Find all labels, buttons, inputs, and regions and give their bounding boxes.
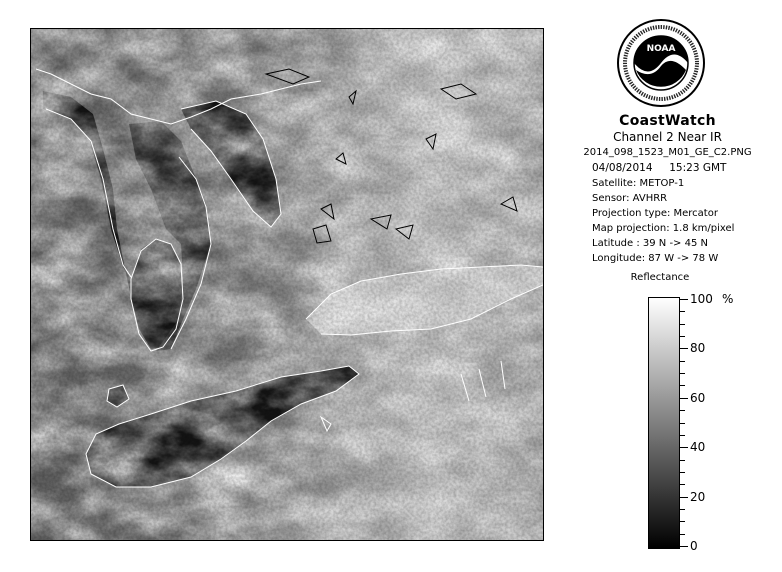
colorbar-minor-tick xyxy=(680,361,685,362)
colorbar-minor-tick xyxy=(680,410,685,411)
satellite-image xyxy=(30,28,544,541)
colorbar-major-tick xyxy=(680,398,688,399)
colorbar-minor-tick xyxy=(680,435,685,436)
channel-label: Channel 2 Near IR xyxy=(613,130,722,144)
product-title: CoastWatch xyxy=(619,113,716,129)
colorbar-tick-label: 100 xyxy=(690,292,713,306)
colorbar-major-tick xyxy=(680,299,688,300)
colorbar-tick-label: 80 xyxy=(690,341,706,355)
colorbar-minor-tick xyxy=(680,373,685,374)
time-value: 15:23 GMT xyxy=(669,162,727,174)
colorbar-major-tick xyxy=(680,348,688,349)
colorbar-minor-tick xyxy=(680,324,685,325)
map-projection-label: Map projection: 1.8 km/pixel xyxy=(592,223,735,234)
logo-text: NOAA xyxy=(646,44,676,54)
colorbar-minor-tick xyxy=(680,521,685,522)
longitude-label: Longitude: 87 W -> 78 W xyxy=(592,253,719,264)
colorbar-tick-label: 0 xyxy=(690,539,698,553)
colorbar-minor-tick xyxy=(680,534,685,535)
date-value: 04/08/2014 xyxy=(592,162,653,174)
legend-unit: % xyxy=(722,292,734,306)
colorbar-tick-label: 60 xyxy=(690,391,706,405)
sensor-label: Sensor: AVHRR xyxy=(592,193,668,204)
colorbar-major-tick xyxy=(680,447,688,448)
map-svg xyxy=(31,29,543,540)
texture-layer xyxy=(31,29,543,540)
legend-title: Reflectance xyxy=(630,272,690,283)
colorbar-minor-tick xyxy=(680,385,685,386)
colorbar-minor-tick xyxy=(680,472,685,473)
colorbar-minor-tick xyxy=(680,460,685,461)
colorbar-minor-tick xyxy=(680,509,685,510)
satellite-label: Satellite: METOP-1 xyxy=(592,178,685,189)
date-time xyxy=(592,162,772,174)
file-name: 2014_098_1523_M01_GE_C2.PNG xyxy=(583,147,752,158)
colorbar-tick-label: 40 xyxy=(690,440,706,454)
projection-type-label: Projection type: Mercator xyxy=(592,208,718,219)
colorbar-major-tick xyxy=(680,497,688,498)
latitude-label: Latitude : 39 N -> 45 N xyxy=(592,238,708,249)
colorbar-minor-tick xyxy=(680,484,685,485)
colorbar-tick-label: 20 xyxy=(690,490,706,504)
colorbar-major-tick xyxy=(680,546,688,547)
colorbar-minor-tick xyxy=(680,311,685,312)
colorbar-minor-tick xyxy=(680,423,685,424)
noaa-logo xyxy=(616,18,706,108)
colorbar-minor-tick xyxy=(680,336,685,337)
reflectance-colorbar xyxy=(648,297,680,549)
